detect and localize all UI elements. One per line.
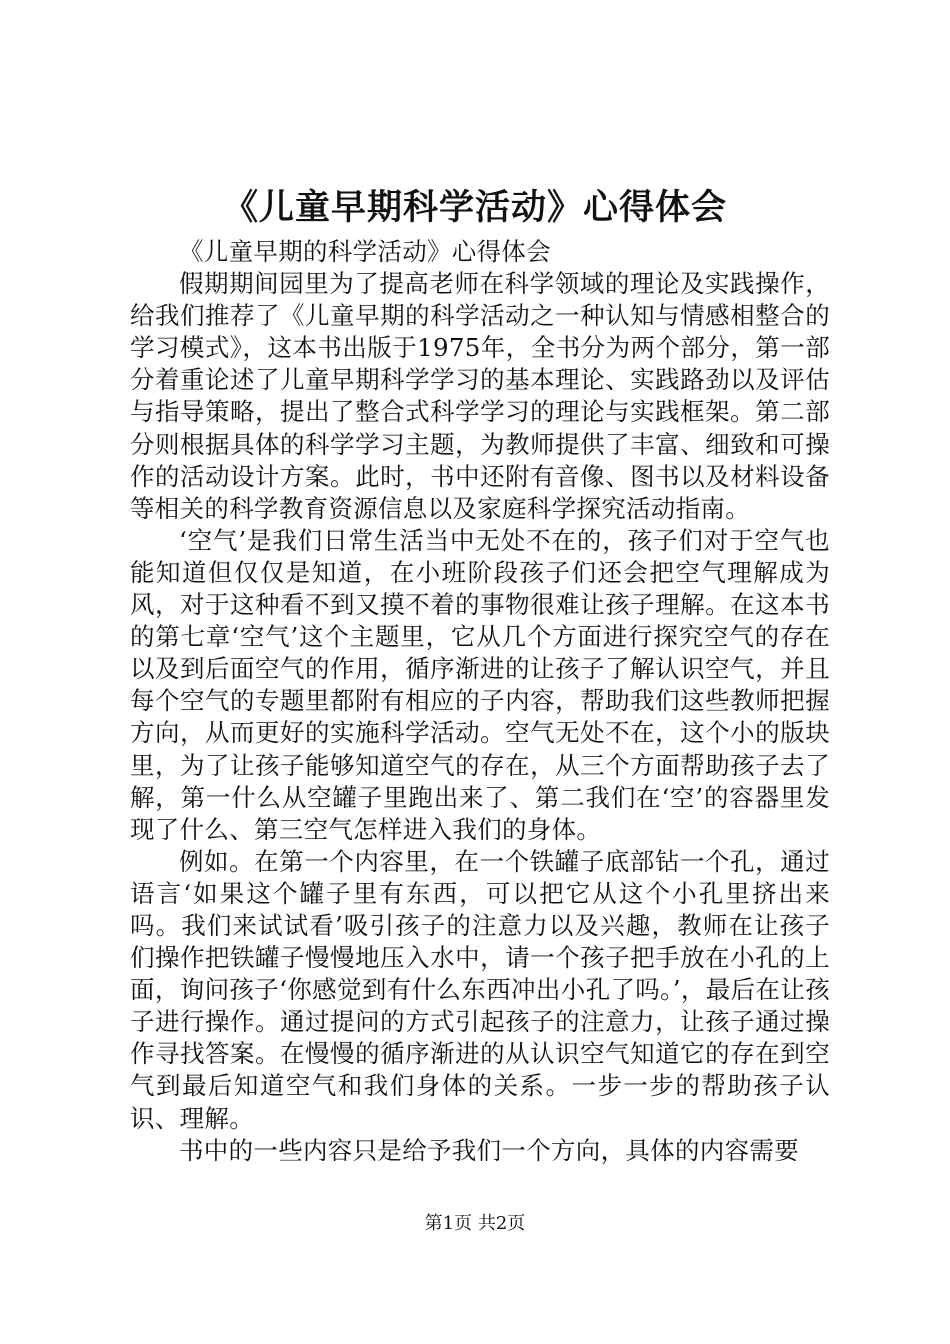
paragraph: 例如。在第一个内容里，在一个铁罐子底部钻一个孔，通过语言‘如果这个罐子里有东西，可以把它从这个小孔里挤出来吗。我们来试试看’吸引孩子的注意力以及兴趣，教师在让孩子们操作把铁罐子慢慢地压入水中，请一个孩子把手放在小孔的上面，询问孩子‘你感觉到有什么东西冲出小孔了吗。’，最后在让孩子进行操作。通过提问的方式引起孩子的注意力，让孩子通过操作寻找答案。在慢慢的循序渐进的从认识空气知道它的存在到空气到最后知道空气和我们身体的关系。一步一步的帮助孩子认识、理解。 — [130, 846, 830, 1133]
paragraph: ‘空气’是我们日常生活当中无处不在的，孩子们对于空气也能知道但仅仅是知道，在小班阶段孩子们还会把空气理解成为风，对于这种看不到又摸不着的事物很难让孩子理解。在这本书的第七章‘空气’这个主题里，它从几个方面进行探究空气的存在以及到后面空气的作用，循序渐进的让孩子了解认识空气，并且每个空气的专题里都附有相应的子内容，帮助我们这些教师把握方向，从而更好的实施科学活动。空气无处不在，这个小的版块里，为了让孩子能够知道空气的存在，从三个方面帮助孩子去了解，第一什么从空罐子里跑出来了、第二我们在‘空’的容器里发现了什么、第三空气怎样进入我们的身体。 — [130, 525, 830, 844]
paragraph: 书中的一些内容只是给予我们一个方向，具体的内容需要 — [179, 1135, 799, 1165]
document-title: 《儿童早期科学活动》心得体会 — [222, 187, 727, 228]
document-subtitle: 《儿童早期的科学活动》心得体会 — [179, 237, 551, 266]
paragraph: 假期期间园里为了提高老师在科学领域的理论及实践操作，给我们推荐了《儿童早期的科学活动之一种认知与情感相整合的学习模式》，这本书出版于1975年，全书分为两个部分，第一部分着重论述了儿童早期科学学习的基本理论、实践路劲以及评估与指导策略，提出了整合式科学学习的理论与实践框架。第二部分则根据具体的科学学习主题，为教师提供了丰富、细致和可操作的活动设计方案。此时，书中还附有音像、图书以及材料设备等相关的科学教育资源信息以及家庭科学探究活动指南。 — [130, 269, 830, 523]
page-footer: 第1页 共2页 — [424, 1213, 526, 1234]
document-body — [130, 236, 830, 1167]
